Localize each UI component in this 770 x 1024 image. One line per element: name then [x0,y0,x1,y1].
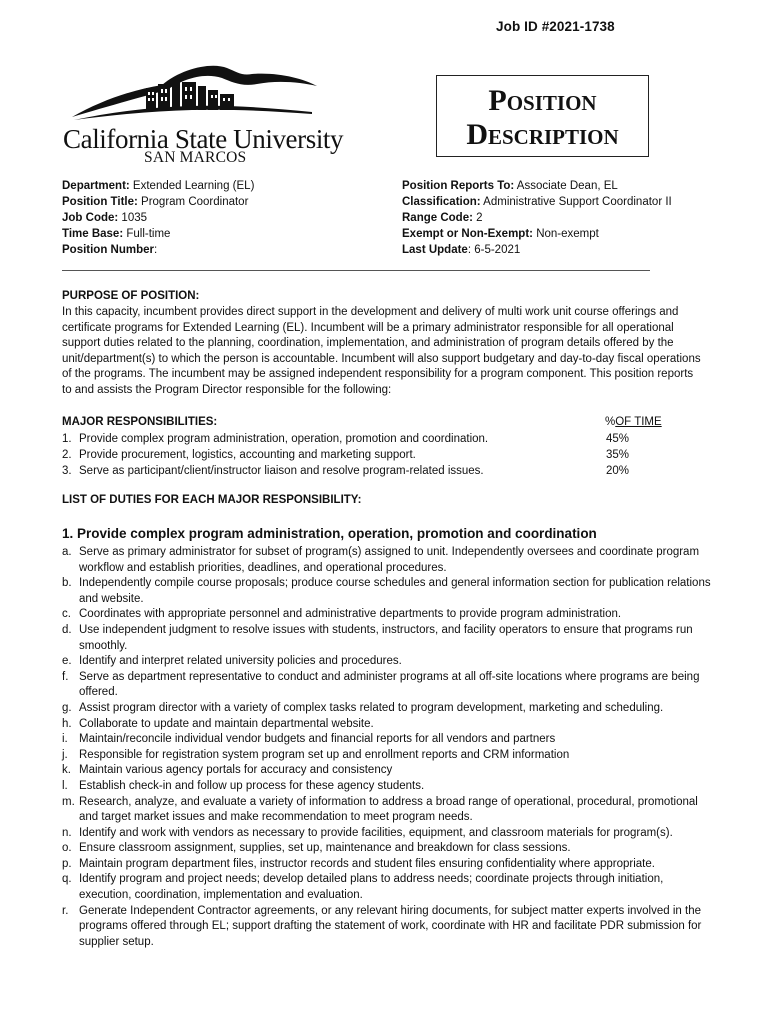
duty-letter: k. [62,764,71,777]
info-job-code [62,210,254,226]
duty-text: Serve as primary administrator for subset of program(s) assigned to unit. Independently oversees and coordinate program workflow and establish priorities, deadlines, and operational procedures. [79,546,700,574]
purpose-text: In this capacity, incumbent provides direct support in the development and delivery of multi work unit course offerings and certificate programs for Extended Learning (EL). Incumbent will be a primary administrator responsible for all operational support duties related to the planning, coordination, implementation, and administration of program details offered by the unit/department(s) to which the person is accountable. Incumbent will also support budgetary and day-to-day fiscal operations of the programs. The incumbent may be assigned independent responsibility for a program component. This position reports to and assists the Program Director responsible for the following: [62,306,701,396]
info-key: Range Code: [402,212,473,224]
duty-item [62,841,718,857]
job-id: Job ID #2021-1738 [496,19,615,34]
info-value: 1035 [118,212,148,224]
duty-text: Responsible for registration system program set up and enrollment reports and CRM information [79,748,570,761]
info-range-code [402,210,672,226]
duty-text: Identify and work with vendors as necessary to provide facilities, equipment, and classroom materials for program(s). [79,826,673,839]
major-item-percent: 35% [606,449,630,461]
duty-item [62,748,718,764]
major-item-percent: 45% [606,433,630,445]
major-item-percent: 20% [606,465,630,477]
duty-text: Identify and interpret related university policies and procedures. [79,655,402,668]
duty-text: Establish check-in and follow up process for these agency students. [79,779,425,792]
major-item [62,463,602,479]
info-value: 2 [472,212,483,224]
duty-item [62,654,718,670]
title-line-2: Description [466,118,619,151]
info-classification [402,194,672,210]
duty-letter: b. [62,577,72,590]
major-item-number: 3. [62,465,72,477]
info-key: Time Base: [62,228,124,240]
section-1-duties [62,545,718,950]
duty-letter: e. [62,655,72,668]
info-position-number [62,242,254,258]
section-1-heading: 1. Provide complex program administration, operation, promotion and coordination [62,526,597,541]
duty-item [62,904,718,951]
percent-of-time-heading [605,416,662,428]
duty-letter: l. [62,779,68,792]
info-exempt-status [402,226,672,242]
duty-text: Generate Independent Contractor agreements, or any relevant hiring documents, for subject matter experts involved in the programs offered through EL; support drafting the statement of work, coordinate with HR and facilitate PDR submission for supplier setup. [79,904,702,948]
duty-text: Assist program director with a variety of complex tasks related to program development, marketing and scheduling. [79,701,664,714]
info-key: Classification: [402,196,481,208]
info-last-update [402,242,672,258]
info-value: Extended Learning (EL) [129,180,255,192]
duty-letter: q. [62,873,72,886]
major-item-text: Serve as participant/client/instructor liaison and resolve program-related issues. [79,465,484,477]
info-reports-to [402,178,672,194]
info-key: Department: [62,180,130,192]
duty-text: Use independent judgment to resolve issues with students, instructors, and facility operators to ensure that programs run smoothly. [79,623,693,652]
duty-text: Collaborate to update and maintain departmental website. [79,717,374,730]
duty-text: Research, analyze, and evaluate a variety of information to address a broad range of operational, procedural, promotional and target market issues and make recommendation to meet program needs. [79,795,698,824]
duty-item [62,826,718,842]
major-item-number: 1. [62,433,72,445]
major-responsibilities-list [62,431,602,479]
info-value: Associate Dean, EL [514,180,618,192]
info-department [62,178,254,194]
duty-item [62,763,718,779]
duty-letter: i. [62,733,68,746]
duty-letter: f. [62,670,69,683]
duty-text: Independently compile course proposals; produce course schedules and general information section for publication relations and website. [79,577,711,605]
duty-item [62,732,718,748]
major-item-text: Provide procurement, logistics, accounting and marketing support. [79,449,416,461]
header-divider [62,270,650,271]
major-responsibilities-heading: MAJOR RESPONSIBILITIES: [62,416,218,428]
info-right-column [402,178,672,258]
info-key: Position Reports To: [402,180,515,192]
info-value: Full-time [123,228,171,240]
position-description-title [436,75,649,157]
major-item [62,447,602,463]
duty-letter: h. [62,717,72,730]
info-value: Non-exempt [533,228,599,240]
duty-item [62,545,718,576]
info-value: Program Coordinator [137,196,249,208]
duty-text: Coordinates with appropriate personnel and administrative departments to provide program administration. [79,608,622,621]
duty-letter: m. [62,795,75,808]
logo-campus-name: SAN MARCOS [144,149,247,166]
info-key: Position Number [62,244,155,256]
info-value: : 6-5-2021 [467,244,521,256]
duty-text: Maintain/reconcile individual vendor budgets and financial reports for all vendors and partners [79,733,556,746]
duty-letter: d. [62,623,72,636]
major-item-number: 2. [62,449,72,461]
info-time-base [62,226,254,242]
percent-of-time-list [606,431,629,479]
duty-item [62,701,718,717]
title-line-1: Position [488,84,597,117]
duty-text: Serve as department representative to conduct and administer programs at all off-site locations where programs are being offered. [79,670,700,699]
info-key: Job Code: [62,212,119,224]
duties-list-heading: LIST OF DUTIES FOR EACH MAJOR RESPONSIBILITY: [62,494,362,506]
duty-letter: a. [62,546,72,558]
percent-sign: % [605,416,616,428]
duty-letter: c. [62,608,71,621]
logo-university-name: California State University [63,124,344,154]
info-key: Exempt or Non-Exempt: [402,228,533,240]
duty-letter: p. [62,857,72,870]
duty-item [62,623,718,654]
duty-letter: n. [62,826,72,839]
duty-text: Ensure classroom assignment, supplies, set up, maintenance and breakdown for class sessions. [79,842,571,855]
duty-item [62,607,718,623]
duty-item [62,795,718,826]
purpose-heading: PURPOSE OF POSITION: [62,290,200,302]
duty-letter: o. [62,842,72,855]
major-item [62,431,602,447]
duty-text: Identify program and project needs; develop detailed plans to address needs; coordinate projects through initiation, execution, coordination, implementation and evaluation. [79,873,664,902]
info-position-title [62,194,254,210]
info-key: Last Update [402,244,468,256]
duty-item [62,717,718,733]
major-item-text: Provide complex program administration, operation, promotion and coordination. [79,433,489,445]
percent-heading-label: OF TIME [615,416,662,428]
duty-letter: r. [62,904,69,917]
info-key: Position Title: [62,196,138,208]
duty-item [62,779,718,795]
duty-letter: g. [62,701,72,714]
duty-letter: j. [62,748,68,761]
duty-item [62,576,718,607]
duty-text: Maintain program department files, instructor records and student files ensuring confidentiality where appropriate. [79,857,655,870]
info-value: : [154,244,158,256]
duty-text: Maintain various agency portals for accuracy and consistency [79,764,393,777]
info-value: Administrative Support Coordinator II [480,196,672,208]
duty-item [62,857,718,873]
duty-item [62,670,718,701]
duty-item [62,872,718,903]
info-left-column [62,178,254,258]
